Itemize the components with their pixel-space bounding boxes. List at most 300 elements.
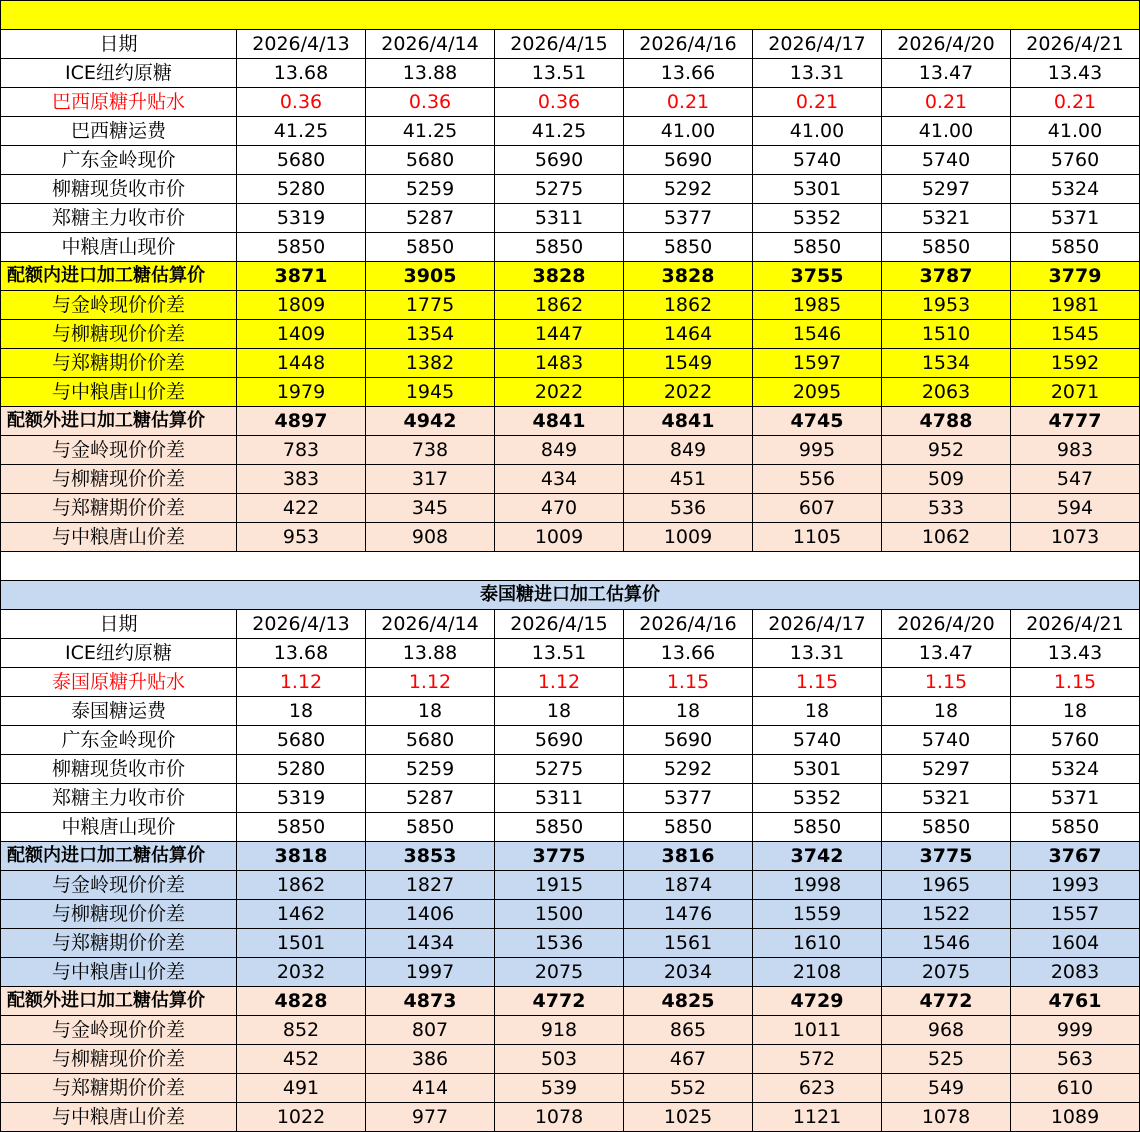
value-cell: 1.15 bbox=[882, 668, 1011, 697]
value-cell: 41.00 bbox=[882, 117, 1011, 146]
value-cell: 552 bbox=[624, 1074, 753, 1103]
table-row bbox=[1, 233, 1140, 262]
section-title-row bbox=[1, 1, 1140, 30]
value-cell: 1604 bbox=[1011, 929, 1140, 958]
row-label: 配额内进口加工糖估算价 bbox=[1, 262, 237, 291]
value-cell: 434 bbox=[495, 465, 624, 494]
value-cell: 0.21 bbox=[753, 88, 882, 117]
value-cell: 1915 bbox=[495, 871, 624, 900]
table-row bbox=[1, 523, 1140, 552]
value-cell: 18 bbox=[882, 697, 1011, 726]
value-cell: 3905 bbox=[366, 262, 495, 291]
value-cell: 2095 bbox=[753, 378, 882, 407]
table-row bbox=[1, 813, 1140, 842]
row-label: 与柳糖现价价差 bbox=[1, 900, 237, 929]
table-row bbox=[1, 291, 1140, 320]
value-cell: 3767 bbox=[1011, 842, 1140, 871]
table-row bbox=[1, 1074, 1140, 1103]
value-cell: 13.51 bbox=[495, 639, 624, 668]
value-cell: 5680 bbox=[237, 146, 366, 175]
value-cell: 852 bbox=[237, 1016, 366, 1045]
date-header-cell: 2026/4/20 bbox=[882, 30, 1011, 59]
table-row bbox=[1, 146, 1140, 175]
value-cell: 1549 bbox=[624, 349, 753, 378]
value-cell: 5690 bbox=[495, 146, 624, 175]
value-cell: 2022 bbox=[624, 378, 753, 407]
value-cell: 5690 bbox=[624, 726, 753, 755]
value-cell: 5301 bbox=[753, 175, 882, 204]
value-cell: 18 bbox=[1011, 697, 1140, 726]
row-label: 与中粮唐山价差 bbox=[1, 523, 237, 552]
value-cell: 5850 bbox=[1011, 233, 1140, 262]
value-cell: 1406 bbox=[366, 900, 495, 929]
value-cell: 5280 bbox=[237, 175, 366, 204]
value-cell: 18 bbox=[624, 697, 753, 726]
value-cell: 5324 bbox=[1011, 175, 1140, 204]
value-cell: 1998 bbox=[753, 871, 882, 900]
value-cell: 1559 bbox=[753, 900, 882, 929]
value-cell: 918 bbox=[495, 1016, 624, 1045]
row-label: 柳糖现货收市价 bbox=[1, 755, 237, 784]
value-cell: 13.66 bbox=[624, 639, 753, 668]
value-cell: 1610 bbox=[753, 929, 882, 958]
row-label: 中粮唐山现价 bbox=[1, 233, 237, 262]
value-cell: 4873 bbox=[366, 987, 495, 1016]
value-cell: 451 bbox=[624, 465, 753, 494]
value-cell: 13.43 bbox=[1011, 639, 1140, 668]
date-header-cell: 2026/4/15 bbox=[495, 610, 624, 639]
value-cell: 1434 bbox=[366, 929, 495, 958]
row-label: 与中粮唐山价差 bbox=[1, 958, 237, 987]
table-row bbox=[1, 262, 1140, 291]
value-cell: 1501 bbox=[237, 929, 366, 958]
value-cell: 3871 bbox=[237, 262, 366, 291]
value-cell: 865 bbox=[624, 1016, 753, 1045]
value-cell: 977 bbox=[366, 1103, 495, 1132]
value-cell: 1447 bbox=[495, 320, 624, 349]
value-cell: 5740 bbox=[882, 726, 1011, 755]
value-cell: 1827 bbox=[366, 871, 495, 900]
value-cell: 3779 bbox=[1011, 262, 1140, 291]
row-label: 郑糖主力收市价 bbox=[1, 784, 237, 813]
value-cell: 3742 bbox=[753, 842, 882, 871]
value-cell: 1462 bbox=[237, 900, 366, 929]
value-cell: 467 bbox=[624, 1045, 753, 1074]
value-cell: 13.88 bbox=[366, 639, 495, 668]
table-row bbox=[1, 378, 1140, 407]
date-header-cell: 2026/4/16 bbox=[624, 30, 753, 59]
value-cell: 1775 bbox=[366, 291, 495, 320]
spacer-cell bbox=[1, 552, 1140, 581]
value-cell: 5371 bbox=[1011, 204, 1140, 233]
value-cell: 2034 bbox=[624, 958, 753, 987]
value-cell: 0.36 bbox=[237, 88, 366, 117]
value-cell: 5297 bbox=[882, 755, 1011, 784]
value-cell: 41.00 bbox=[753, 117, 882, 146]
value-cell: 5275 bbox=[495, 755, 624, 784]
value-cell: 1.12 bbox=[237, 668, 366, 697]
row-label: 与柳糖现价价差 bbox=[1, 320, 237, 349]
value-cell: 539 bbox=[495, 1074, 624, 1103]
value-cell: 4825 bbox=[624, 987, 753, 1016]
table-row bbox=[1, 726, 1140, 755]
value-cell: 41.00 bbox=[1011, 117, 1140, 146]
value-cell: 1546 bbox=[882, 929, 1011, 958]
value-cell: 1536 bbox=[495, 929, 624, 958]
row-label: 配额外进口加工糖估算价 bbox=[1, 987, 237, 1016]
value-cell: 610 bbox=[1011, 1074, 1140, 1103]
value-cell: 5740 bbox=[753, 146, 882, 175]
row-label: 与郑糖期价价差 bbox=[1, 349, 237, 378]
table-row bbox=[1, 494, 1140, 523]
value-cell: 1522 bbox=[882, 900, 1011, 929]
date-header-cell: 2026/4/17 bbox=[753, 610, 882, 639]
value-cell: 1979 bbox=[237, 378, 366, 407]
value-cell: 0.21 bbox=[1011, 88, 1140, 117]
value-cell: 1078 bbox=[495, 1103, 624, 1132]
value-cell: 5850 bbox=[366, 233, 495, 262]
value-cell: 3775 bbox=[495, 842, 624, 871]
value-cell: 1993 bbox=[1011, 871, 1140, 900]
value-cell: 3853 bbox=[366, 842, 495, 871]
value-cell: 995 bbox=[753, 436, 882, 465]
value-cell: 414 bbox=[366, 1074, 495, 1103]
value-cell: 4942 bbox=[366, 407, 495, 436]
table-row bbox=[1, 958, 1140, 987]
value-cell: 317 bbox=[366, 465, 495, 494]
value-cell: 5850 bbox=[624, 233, 753, 262]
value-cell: 1.12 bbox=[366, 668, 495, 697]
value-cell: 549 bbox=[882, 1074, 1011, 1103]
value-cell: 41.25 bbox=[237, 117, 366, 146]
value-cell: 1546 bbox=[753, 320, 882, 349]
value-cell: 5321 bbox=[882, 204, 1011, 233]
value-cell: 783 bbox=[237, 436, 366, 465]
table-row bbox=[1, 1016, 1140, 1045]
value-cell: 5319 bbox=[237, 784, 366, 813]
value-cell: 5760 bbox=[1011, 726, 1140, 755]
value-cell: 2032 bbox=[237, 958, 366, 987]
date-header-cell: 2026/4/14 bbox=[366, 610, 495, 639]
value-cell: 4729 bbox=[753, 987, 882, 1016]
value-cell: 13.66 bbox=[624, 59, 753, 88]
row-label: 泰国原糖升贴水 bbox=[1, 668, 237, 697]
row-label: 与郑糖期价价差 bbox=[1, 494, 237, 523]
table-row bbox=[1, 697, 1140, 726]
value-cell: 1354 bbox=[366, 320, 495, 349]
value-cell: 422 bbox=[237, 494, 366, 523]
value-cell: 5280 bbox=[237, 755, 366, 784]
value-cell: 533 bbox=[882, 494, 1011, 523]
value-cell: 594 bbox=[1011, 494, 1140, 523]
value-cell: 5377 bbox=[624, 204, 753, 233]
table-row bbox=[1, 842, 1140, 871]
value-cell: 13.88 bbox=[366, 59, 495, 88]
value-cell: 3828 bbox=[624, 262, 753, 291]
value-cell: 908 bbox=[366, 523, 495, 552]
value-cell: 18 bbox=[753, 697, 882, 726]
row-label: 日期 bbox=[1, 610, 237, 639]
value-cell: 13.68 bbox=[237, 59, 366, 88]
value-cell: 5319 bbox=[237, 204, 366, 233]
value-cell: 1597 bbox=[753, 349, 882, 378]
value-cell: 0.36 bbox=[366, 88, 495, 117]
value-cell: 1073 bbox=[1011, 523, 1140, 552]
row-label: 与柳糖现价价差 bbox=[1, 465, 237, 494]
value-cell: 556 bbox=[753, 465, 882, 494]
value-cell: 5850 bbox=[1011, 813, 1140, 842]
value-cell: 968 bbox=[882, 1016, 1011, 1045]
value-cell: 1078 bbox=[882, 1103, 1011, 1132]
section-title-row bbox=[1, 581, 1140, 610]
row-label: 与郑糖期价价差 bbox=[1, 929, 237, 958]
value-cell: 563 bbox=[1011, 1045, 1140, 1074]
value-cell: 999 bbox=[1011, 1016, 1140, 1045]
value-cell: 41.25 bbox=[495, 117, 624, 146]
table-row bbox=[1, 88, 1140, 117]
value-cell: 953 bbox=[237, 523, 366, 552]
value-cell: 509 bbox=[882, 465, 1011, 494]
value-cell: 2083 bbox=[1011, 958, 1140, 987]
value-cell: 1545 bbox=[1011, 320, 1140, 349]
row-label: 柳糖现货收市价 bbox=[1, 175, 237, 204]
section-spacer-row bbox=[1, 552, 1140, 581]
value-cell: 5259 bbox=[366, 175, 495, 204]
table-row bbox=[1, 668, 1140, 697]
value-cell: 1500 bbox=[495, 900, 624, 929]
value-cell: 5850 bbox=[495, 813, 624, 842]
value-cell: 470 bbox=[495, 494, 624, 523]
value-cell: 2075 bbox=[882, 958, 1011, 987]
value-cell: 1981 bbox=[1011, 291, 1140, 320]
value-cell: 41.00 bbox=[624, 117, 753, 146]
value-cell: 2071 bbox=[1011, 378, 1140, 407]
value-cell: 1592 bbox=[1011, 349, 1140, 378]
value-cell: 1062 bbox=[882, 523, 1011, 552]
value-cell: 5352 bbox=[753, 784, 882, 813]
value-cell: 1809 bbox=[237, 291, 366, 320]
table-row bbox=[1, 1103, 1140, 1132]
value-cell: 5850 bbox=[237, 233, 366, 262]
value-cell: 5311 bbox=[495, 784, 624, 813]
value-cell: 3828 bbox=[495, 262, 624, 291]
value-cell: 5690 bbox=[495, 726, 624, 755]
value-cell: 3755 bbox=[753, 262, 882, 291]
table-row bbox=[1, 349, 1140, 378]
value-cell: 1483 bbox=[495, 349, 624, 378]
row-label: 中粮唐山现价 bbox=[1, 813, 237, 842]
table-row bbox=[1, 987, 1140, 1016]
value-cell: 5311 bbox=[495, 204, 624, 233]
value-cell: 18 bbox=[495, 697, 624, 726]
table-row bbox=[1, 784, 1140, 813]
value-cell: 4897 bbox=[237, 407, 366, 436]
value-cell: 13.47 bbox=[882, 639, 1011, 668]
value-cell: 952 bbox=[882, 436, 1011, 465]
value-cell: 1874 bbox=[624, 871, 753, 900]
value-cell: 738 bbox=[366, 436, 495, 465]
value-cell: 1534 bbox=[882, 349, 1011, 378]
table-row bbox=[1, 465, 1140, 494]
table-row bbox=[1, 929, 1140, 958]
date-header-cell: 2026/4/13 bbox=[237, 610, 366, 639]
value-cell: 2063 bbox=[882, 378, 1011, 407]
value-cell: 1011 bbox=[753, 1016, 882, 1045]
date-header-cell: 2026/4/21 bbox=[1011, 610, 1140, 639]
date-header-cell: 2026/4/15 bbox=[495, 30, 624, 59]
row-label: 与柳糖现价价差 bbox=[1, 1045, 237, 1074]
row-label: 泰国糖运费 bbox=[1, 697, 237, 726]
table-row bbox=[1, 117, 1140, 146]
value-cell: 13.31 bbox=[753, 59, 882, 88]
value-cell: 18 bbox=[366, 697, 495, 726]
value-cell: 1965 bbox=[882, 871, 1011, 900]
value-cell: 5287 bbox=[366, 784, 495, 813]
row-label: 巴西糖运费 bbox=[1, 117, 237, 146]
value-cell: 623 bbox=[753, 1074, 882, 1103]
value-cell: 3818 bbox=[237, 842, 366, 871]
row-label: 巴西原糖升贴水 bbox=[1, 88, 237, 117]
table-row bbox=[1, 1045, 1140, 1074]
value-cell: 1009 bbox=[624, 523, 753, 552]
value-cell: 503 bbox=[495, 1045, 624, 1074]
value-cell: 386 bbox=[366, 1045, 495, 1074]
row-label: 与中粮唐山价差 bbox=[1, 378, 237, 407]
value-cell: 1476 bbox=[624, 900, 753, 929]
date-header-cell: 2026/4/20 bbox=[882, 610, 1011, 639]
row-label: ICE纽约原糖 bbox=[1, 59, 237, 88]
value-cell: 572 bbox=[753, 1045, 882, 1074]
value-cell: 5321 bbox=[882, 784, 1011, 813]
value-cell: 4772 bbox=[882, 987, 1011, 1016]
value-cell: 1105 bbox=[753, 523, 882, 552]
section-title bbox=[1, 1, 1140, 30]
table-row bbox=[1, 30, 1140, 59]
table-row bbox=[1, 871, 1140, 900]
value-cell: 4841 bbox=[495, 407, 624, 436]
table-row bbox=[1, 320, 1140, 349]
value-cell: 2108 bbox=[753, 958, 882, 987]
value-cell: 5352 bbox=[753, 204, 882, 233]
value-cell: 1862 bbox=[495, 291, 624, 320]
value-cell: 5259 bbox=[366, 755, 495, 784]
value-cell: 5301 bbox=[753, 755, 882, 784]
row-label: 广东金岭现价 bbox=[1, 726, 237, 755]
value-cell: 18 bbox=[237, 697, 366, 726]
value-cell: 345 bbox=[366, 494, 495, 523]
value-cell: 5690 bbox=[624, 146, 753, 175]
value-cell: 1382 bbox=[366, 349, 495, 378]
value-cell: 13.31 bbox=[753, 639, 882, 668]
value-cell: 1025 bbox=[624, 1103, 753, 1132]
value-cell: 5850 bbox=[753, 233, 882, 262]
row-label: 与金岭现价价差 bbox=[1, 291, 237, 320]
row-label: 郑糖主力收市价 bbox=[1, 204, 237, 233]
table-row bbox=[1, 407, 1140, 436]
value-cell: 2022 bbox=[495, 378, 624, 407]
value-cell: 13.47 bbox=[882, 59, 1011, 88]
value-cell: 4841 bbox=[624, 407, 753, 436]
value-cell: 1.15 bbox=[753, 668, 882, 697]
row-label: ICE纽约原糖 bbox=[1, 639, 237, 668]
value-cell: 3816 bbox=[624, 842, 753, 871]
value-cell: 547 bbox=[1011, 465, 1140, 494]
value-cell: 5850 bbox=[624, 813, 753, 842]
row-label: 与金岭现价价差 bbox=[1, 1016, 237, 1045]
value-cell: 452 bbox=[237, 1045, 366, 1074]
value-cell: 5680 bbox=[366, 726, 495, 755]
value-cell: 4761 bbox=[1011, 987, 1140, 1016]
value-cell: 5850 bbox=[366, 813, 495, 842]
value-cell: 5850 bbox=[882, 813, 1011, 842]
value-cell: 5850 bbox=[237, 813, 366, 842]
value-cell: 5850 bbox=[753, 813, 882, 842]
value-cell: 1510 bbox=[882, 320, 1011, 349]
table-row bbox=[1, 755, 1140, 784]
value-cell: 1121 bbox=[753, 1103, 882, 1132]
value-cell: 0.36 bbox=[495, 88, 624, 117]
value-cell: 525 bbox=[882, 1045, 1011, 1074]
date-header-cell: 2026/4/17 bbox=[753, 30, 882, 59]
value-cell: 849 bbox=[624, 436, 753, 465]
value-cell: 5377 bbox=[624, 784, 753, 813]
value-cell: 1953 bbox=[882, 291, 1011, 320]
row-label: 广东金岭现价 bbox=[1, 146, 237, 175]
value-cell: 1409 bbox=[237, 320, 366, 349]
date-header-cell: 2026/4/16 bbox=[624, 610, 753, 639]
table-row bbox=[1, 204, 1140, 233]
value-cell: 4772 bbox=[495, 987, 624, 1016]
value-cell: 1.15 bbox=[624, 668, 753, 697]
value-cell: 4828 bbox=[237, 987, 366, 1016]
value-cell: 1009 bbox=[495, 523, 624, 552]
value-cell: 607 bbox=[753, 494, 882, 523]
value-cell: 383 bbox=[237, 465, 366, 494]
value-cell: 5680 bbox=[366, 146, 495, 175]
value-cell: 5371 bbox=[1011, 784, 1140, 813]
date-header-cell: 2026/4/14 bbox=[366, 30, 495, 59]
value-cell: 2075 bbox=[495, 958, 624, 987]
value-cell: 536 bbox=[624, 494, 753, 523]
value-cell: 1945 bbox=[366, 378, 495, 407]
value-cell: 0.21 bbox=[882, 88, 1011, 117]
value-cell: 1089 bbox=[1011, 1103, 1140, 1132]
table-row bbox=[1, 436, 1140, 465]
table-row bbox=[1, 175, 1140, 204]
value-cell: 4777 bbox=[1011, 407, 1140, 436]
value-cell: 5297 bbox=[882, 175, 1011, 204]
value-cell: 13.51 bbox=[495, 59, 624, 88]
date-header-cell: 2026/4/21 bbox=[1011, 30, 1140, 59]
value-cell: 4788 bbox=[882, 407, 1011, 436]
value-cell: 1557 bbox=[1011, 900, 1140, 929]
value-cell: 1997 bbox=[366, 958, 495, 987]
value-cell: 5850 bbox=[495, 233, 624, 262]
value-cell: 849 bbox=[495, 436, 624, 465]
value-cell: 13.43 bbox=[1011, 59, 1140, 88]
value-cell: 5680 bbox=[237, 726, 366, 755]
row-label: 配额内进口加工糖估算价 bbox=[1, 842, 237, 871]
section-title: 泰国糖进口加工估算价 bbox=[1, 581, 1140, 610]
value-cell: 3775 bbox=[882, 842, 1011, 871]
row-label: 日期 bbox=[1, 30, 237, 59]
row-label: 与中粮唐山价差 bbox=[1, 1103, 237, 1132]
value-cell: 1561 bbox=[624, 929, 753, 958]
table-row bbox=[1, 639, 1140, 668]
value-cell: 5740 bbox=[753, 726, 882, 755]
value-cell: 1.12 bbox=[495, 668, 624, 697]
value-cell: 5275 bbox=[495, 175, 624, 204]
